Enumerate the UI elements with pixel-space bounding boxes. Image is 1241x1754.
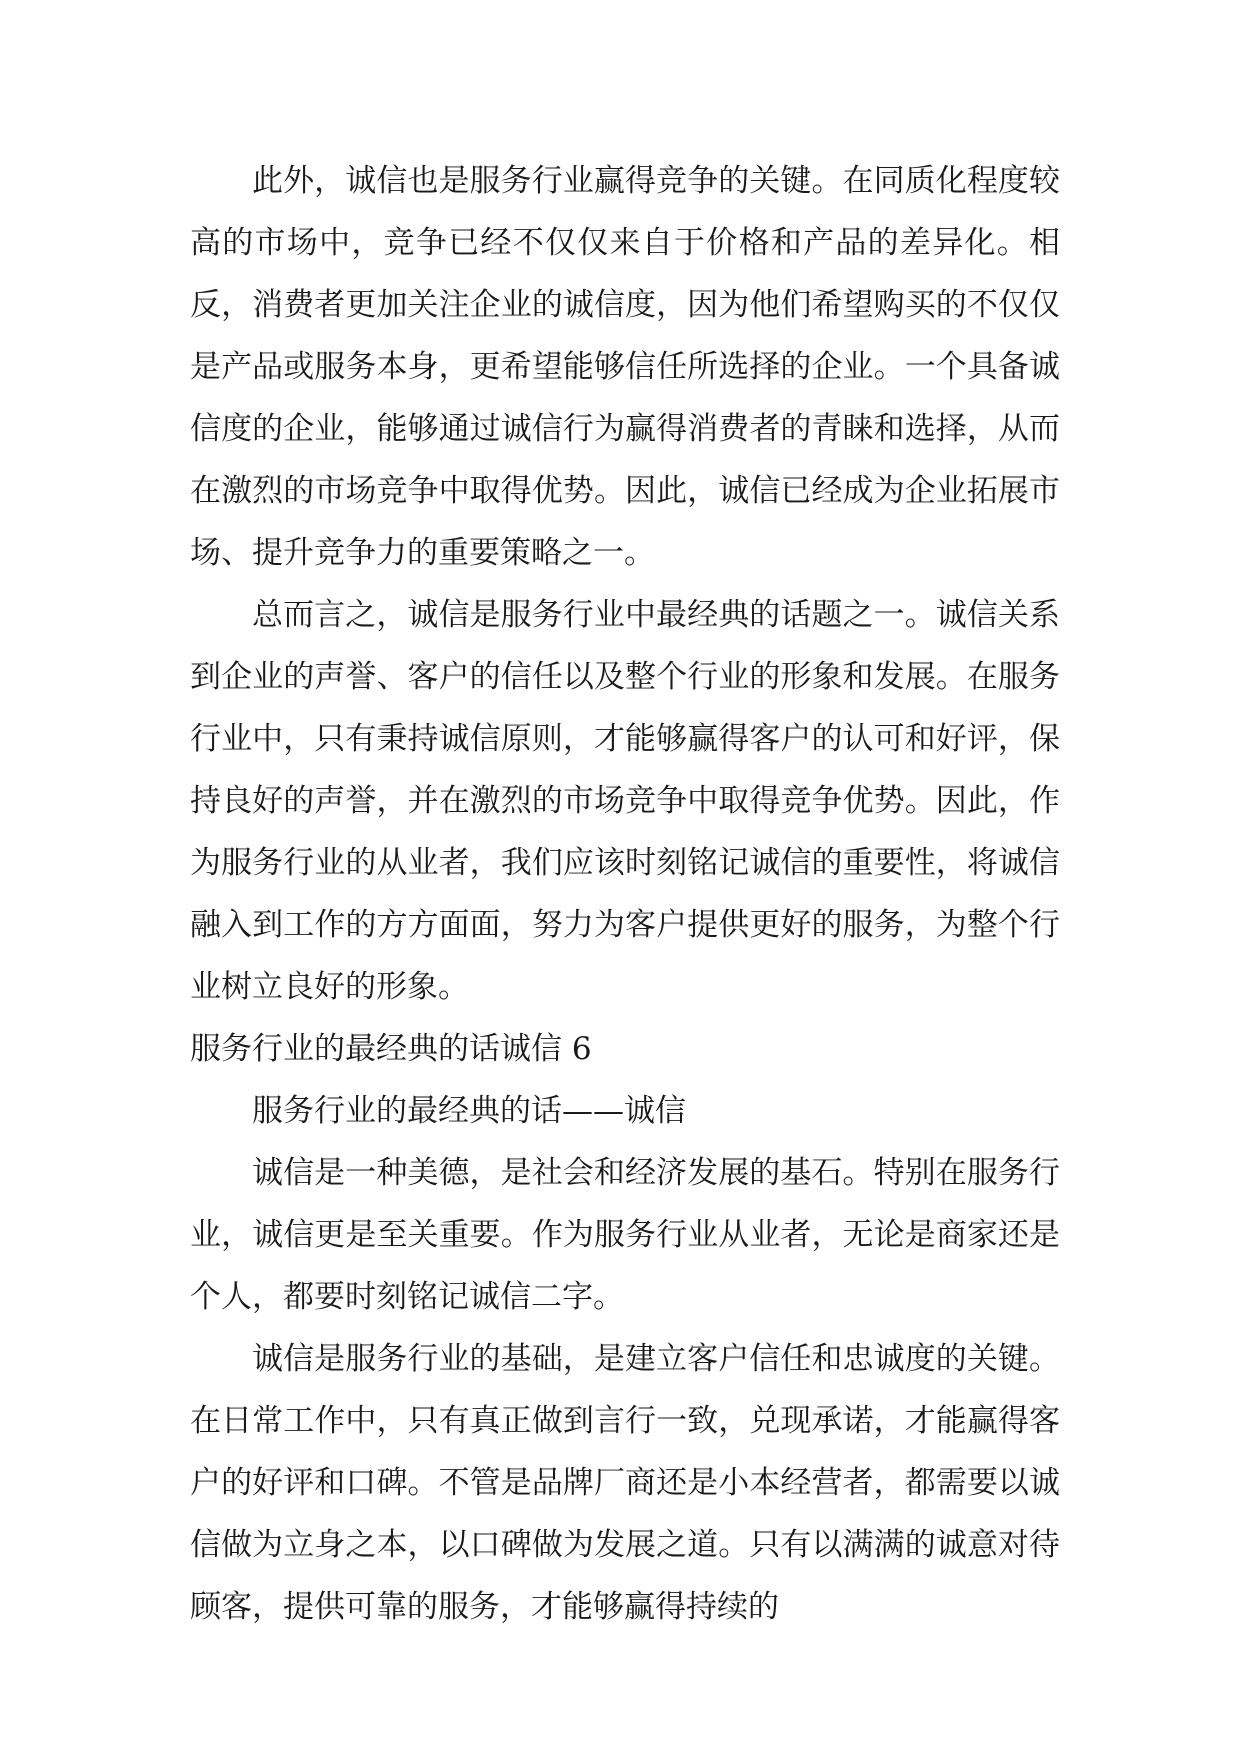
paragraph: 诚信是服务行业的基础，是建立客户信任和忠诚度的关键。在日常工作中，只有真正做到言行一致，兑现承诺，才能赢得客户的好评和口碑。不管是品牌厂商还是小本经营者，都需要以诚信做为立身之本，以口碑做为发展之道。只有以满满的诚意对待顾客，提供可靠的服务，才能够赢得持续的: [190, 1341, 1060, 1625]
paragraph: 总而言之，诚信是服务行业中最经典的话题之一。诚信关系到企业的声誉、客户的信任以及整个行业的形象和发展。在服务行业中，只有秉持诚信原则，才能够赢得客户的认可和好评，保持良好的声誉，并在激烈的市场竞争中取得竞争优势。因此，作为服务行业的从业者，我们应该时刻铭记诚信的重要性，将诚信融入到工作的方方面面，努力为客户提供更好的服务，为整个行业树立良好的形象。: [190, 597, 1060, 1005]
paragraph: 诚信是一种美德，是社会和经济发展的基石。特别在服务行业，诚信更是至关重要。作为服务行业从业者，无论是商家还是个人，都要时刻铭记诚信二字。: [190, 1155, 1060, 1315]
document-body: [190, 150, 1060, 1638]
section-title-line: 服务行业的最经典的话——诚信: [252, 1093, 686, 1129]
paragraph: 此外，诚信也是服务行业赢得竞争的关键。在同质化程度较高的市场中，竞争已经不仅仅来自于价格和产品的差异化。相反，消费者更加关注企业的诚信度，因为他们希望购买的不仅仅是产品或服务本身，更希望能够信任所选择的企业。一个具备诚信度的企业，能够通过诚信行为赢得消费者的青睐和选择，从而在激烈的市场竞争中取得优势。因此，诚信已经成为企业拓展市场、提升竞争力的重要策略之一。: [190, 163, 1060, 571]
section-heading: 服务行业的最经典的话诚信 6: [190, 1031, 592, 1067]
